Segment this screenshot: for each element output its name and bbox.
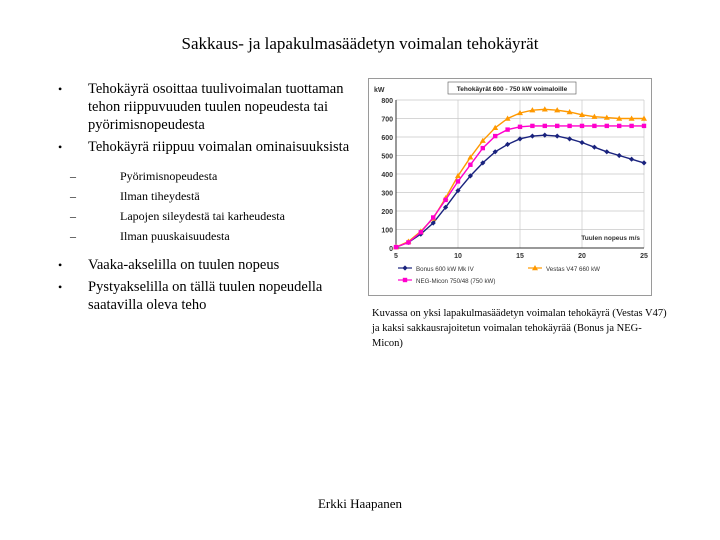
legend-label: NEG-Micon 750/48 (750 kW) bbox=[416, 278, 496, 285]
data-point bbox=[555, 124, 559, 128]
data-point bbox=[481, 146, 485, 150]
data-point bbox=[530, 124, 534, 128]
dash-icon: – bbox=[70, 189, 76, 203]
sub-bullet-item bbox=[60, 186, 358, 206]
sub-bullet-text: Lapojen sileydestä tai karheudesta bbox=[120, 209, 285, 223]
sub-bullet-item bbox=[60, 166, 358, 186]
bullet-item bbox=[58, 80, 358, 134]
data-point bbox=[493, 134, 497, 138]
x-tick-label: 5 bbox=[394, 253, 398, 260]
sub-bullet-text: Ilman puuskaisuudesta bbox=[120, 229, 230, 243]
y-tick-label: 100 bbox=[381, 227, 393, 235]
x-tick-label: 15 bbox=[516, 253, 524, 260]
bullet-dot-icon: • bbox=[58, 82, 63, 96]
power-curve-chart bbox=[368, 78, 652, 296]
bullet-dot-icon: • bbox=[58, 280, 63, 294]
y-tick-label: 200 bbox=[381, 209, 393, 216]
bullet-item bbox=[58, 138, 358, 156]
data-point bbox=[443, 198, 447, 202]
x-tick-label: 20 bbox=[578, 253, 586, 260]
sub-bullet-item bbox=[60, 226, 358, 246]
sub-bullet-text: Ilman tiheydestä bbox=[120, 189, 200, 203]
y-tick-label: 700 bbox=[381, 116, 393, 124]
dash-icon: – bbox=[70, 229, 76, 243]
legend-label: Vestas V47 660 kW bbox=[546, 266, 600, 273]
data-point bbox=[431, 215, 435, 219]
y-tick-label: 500 bbox=[381, 153, 393, 161]
data-point bbox=[580, 124, 584, 128]
slide-title: Sakkaus- ja lapakulmasäädetyn voimalan tehokäyrät bbox=[181, 34, 539, 53]
data-point bbox=[419, 230, 423, 234]
legend-marker bbox=[403, 278, 407, 282]
y-tick-label: 0 bbox=[389, 246, 393, 253]
y-axis-label: kW bbox=[374, 87, 385, 94]
bullet-item bbox=[58, 256, 358, 274]
data-point bbox=[543, 124, 547, 128]
sub-bullet-list bbox=[60, 166, 358, 246]
data-point bbox=[629, 124, 633, 128]
dash-icon: – bbox=[70, 169, 76, 183]
chart-title: Tehokäyrät 600 - 750 kW voimaloille bbox=[456, 86, 568, 93]
y-tick-label: 800 bbox=[381, 98, 393, 105]
bullet-item bbox=[58, 278, 358, 314]
sub-bullet-item bbox=[60, 206, 358, 226]
data-point bbox=[567, 124, 571, 128]
data-point bbox=[406, 240, 410, 244]
sub-bullet-text: Pyörimisnopeudesta bbox=[120, 169, 218, 183]
chart-caption: Kuvassa on yksi lapakulmasäädetyn voimalan tehokäyrä (Vestas V47) ja kaksi sakkausrajoitetun voimalan tehokäyrää (Bonus ja NEG-Micon) bbox=[372, 308, 667, 349]
x-tick-label: 10 bbox=[454, 253, 462, 260]
data-point bbox=[605, 124, 609, 128]
data-point bbox=[642, 124, 646, 128]
legend-label: Bonus 600 kW Mk IV bbox=[416, 266, 474, 273]
bullet-text: Vaaka-akselilla on tuulen nopeus bbox=[88, 257, 280, 273]
bullet-dot-icon: • bbox=[58, 140, 63, 154]
bullet-text: Tehokäyrä osoittaa tuulivoimalan tuottaman tehon riippuvuuden tuulen nopeudesta tai pyörimisnopeudesta bbox=[88, 81, 344, 133]
bullet-text: Pystyakselilla on tällä tuulen nopeudella saatavilla oleva teho bbox=[88, 279, 323, 313]
data-point bbox=[617, 124, 621, 128]
dash-icon: – bbox=[70, 209, 76, 223]
data-point bbox=[456, 179, 460, 183]
bullet-dot-icon: • bbox=[58, 258, 63, 272]
author-footer: Erkki Haapanen bbox=[317, 496, 403, 511]
y-tick-label: 600 bbox=[381, 135, 393, 142]
x-axis-label: Tuulen nopeus m/s bbox=[581, 235, 640, 242]
data-point bbox=[592, 124, 596, 128]
data-point bbox=[518, 125, 522, 129]
data-point bbox=[468, 163, 472, 167]
data-point bbox=[505, 127, 509, 131]
y-tick-label: 300 bbox=[381, 190, 393, 198]
bullet-list bbox=[58, 80, 358, 318]
y-tick-label: 400 bbox=[381, 172, 393, 179]
x-tick-label: 25 bbox=[640, 253, 648, 260]
bullet-text: Tehokäyrä riippuu voimalan ominaisuuksista bbox=[88, 139, 350, 155]
data-point bbox=[394, 245, 398, 249]
